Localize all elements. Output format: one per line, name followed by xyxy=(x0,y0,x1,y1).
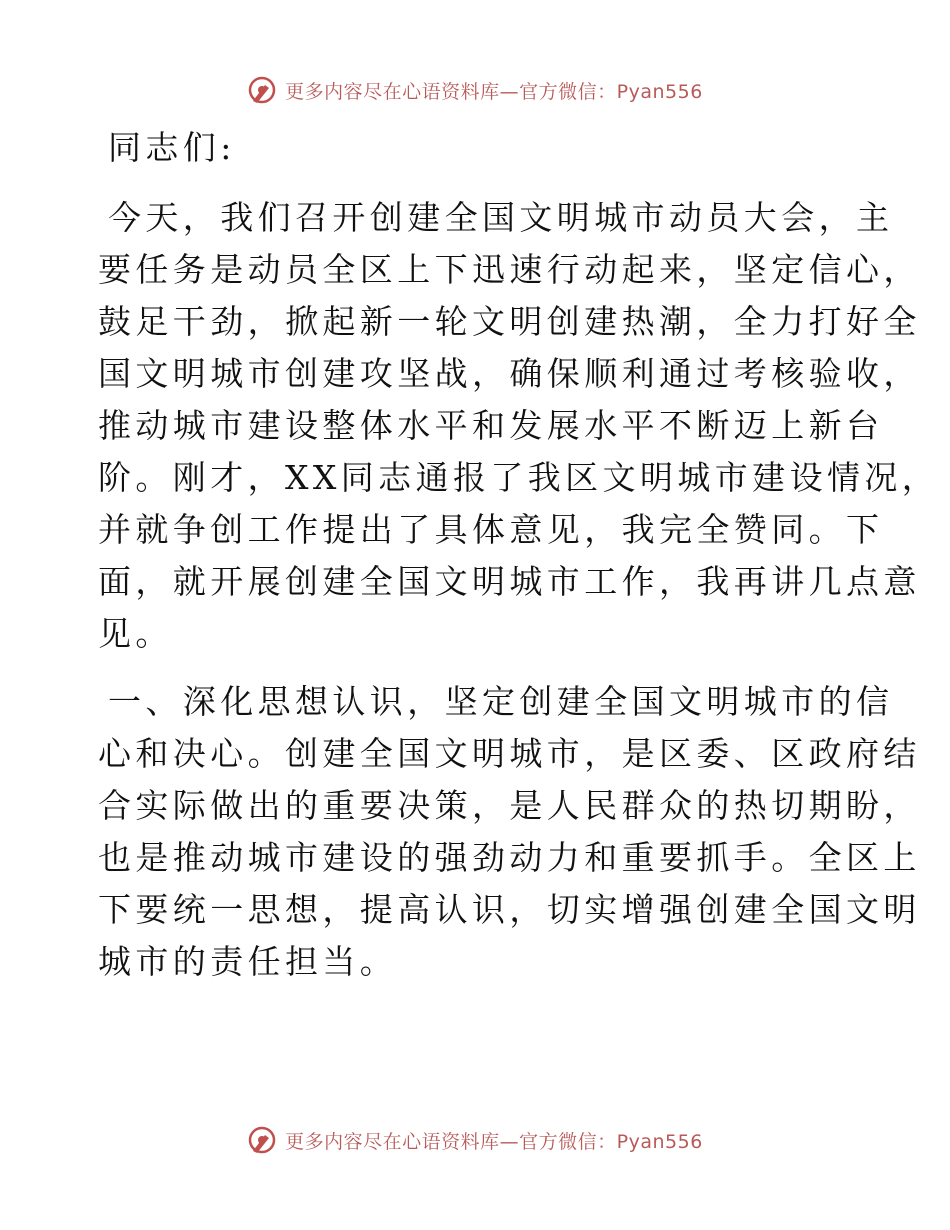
paragraph-line: 也是推动城市建设的强劲动力和重要抓手。全区上 xyxy=(98,838,921,877)
section-heading-line: 一、深化思想认识，坚定创建全国文明城市的信 xyxy=(108,682,894,721)
paragraph-line: 推动城市建设整体水平和发展水平不断迈上新台 xyxy=(98,406,884,445)
paragraph-line: 阶。刚才，XX同志通报了我区文明城市建设情况， xyxy=(98,458,940,497)
footer-banner-text: 更多内容尽在心语资料库—官方微信：Pyan556 xyxy=(285,1130,703,1153)
paragraph-line: 要任务是动员全区上下迅速行动起来，坚定信心， xyxy=(98,250,921,289)
paragraph-line: 心和决心。创建全国文明城市，是区委、区政府结 xyxy=(98,734,921,773)
paragraph-line: 见。 xyxy=(98,614,173,653)
paragraph-line: 今天，我们召开创建全国文明城市动员大会，主 xyxy=(108,198,894,237)
greeting: 同志们: xyxy=(108,128,236,167)
header-banner-text: 更多内容尽在心语资料库—官方微信：Pyan556 xyxy=(285,80,703,103)
paragraph-line: 并就争创工作提出了具体意见，我完全赞同。下 xyxy=(98,510,884,549)
document-body xyxy=(98,122,940,1004)
paragraph-intro xyxy=(98,192,940,660)
paragraph-line: 城市的责任担当。 xyxy=(98,942,398,981)
brush-pen-logo-icon xyxy=(247,75,277,105)
paragraph-line: 下要统一思想，提高认识，切实增强创建全国文明 xyxy=(98,890,921,929)
paragraph-line: 国文明城市创建攻坚战，确保顺利通过考核验收， xyxy=(98,354,921,393)
paragraph-line: 合实际做出的重要决策，是人民群众的热切期盼， xyxy=(98,786,921,825)
header-banner xyxy=(0,70,950,110)
footer-banner xyxy=(0,1120,950,1160)
paragraph-line: 鼓足干劲，掀起新一轮文明创建热潮，全力打好全 xyxy=(98,302,921,341)
brush-pen-logo-icon xyxy=(247,1125,277,1155)
paragraph-section-one xyxy=(98,676,921,988)
paragraph-line: 面，就开展创建全国文明城市工作，我再讲几点意 xyxy=(98,562,921,601)
